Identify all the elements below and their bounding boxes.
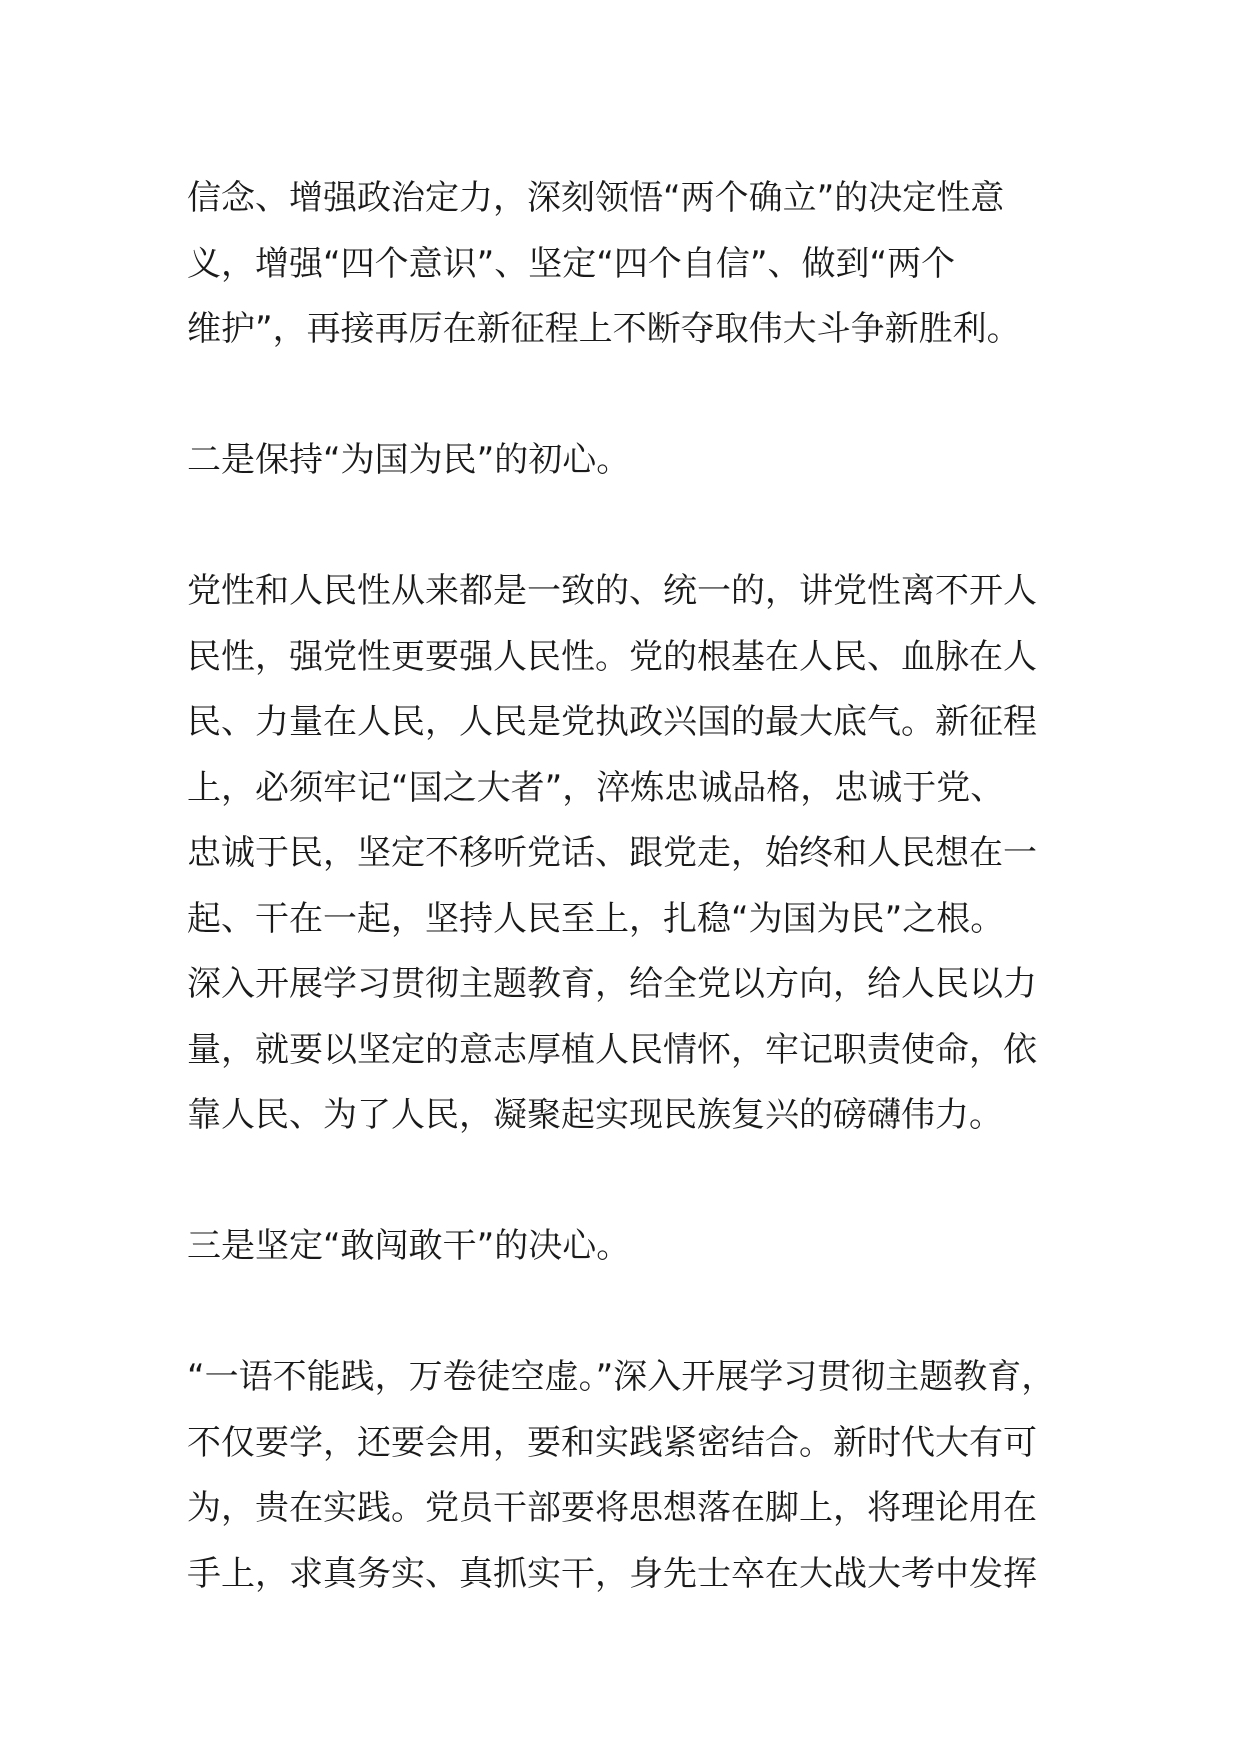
text-line: 不仅要学，还要会用，要和实践紧密结合。新时代大有可 xyxy=(187,1422,1037,1463)
text-line: 三是坚定“敢闯敢干”的决心。 xyxy=(187,1226,631,1266)
text-line: 忠诚于民，坚定不移听党话、跟党走，始终和人民想在一 xyxy=(187,833,1037,873)
text-line: 民性，强党性更要强人民性。党的根基在人民、血脉在人 xyxy=(187,636,1037,677)
text-line: 二是保持“为国为民”的初心。 xyxy=(187,440,631,480)
text-line: 为，贵在实践。党员干部要将思想落在脚上，将理论用在 xyxy=(187,1488,1037,1528)
text-line: 党性和人民性从来都是一致的、统一的，讲党性离不开人 xyxy=(187,571,1037,611)
text-line: 义，增强“四个意识”、坚定“四个自信”、做到“两个 xyxy=(187,243,956,284)
paragraph-practice xyxy=(187,1345,1087,1607)
text-line: “一语不能践，万卷徒空虚。”深入开展学习贯彻主题教育， xyxy=(187,1357,1056,1397)
text-line: 民、力量在人民，人民是党执政兴国的最大底气。新征程 xyxy=(187,702,1037,742)
text-line: 靠人民、为了人民，凝聚起实现民族复兴的磅礴伟力。 xyxy=(187,1095,1003,1135)
paragraph-continuation xyxy=(187,166,1087,363)
paragraph-people xyxy=(187,559,1087,1149)
body-text xyxy=(187,166,1087,1607)
text-line: 手上，求真务实、真抓实干，身先士卒在大战大考中发挥 xyxy=(187,1553,1037,1594)
text-line: 量，就要以坚定的意志厚植人民情怀，牢记职责使命，依 xyxy=(187,1029,1037,1070)
text-line: 维护”，再接再厉在新征程上不断夺取伟大斗争新胜利。 xyxy=(187,309,1021,349)
text-line: 起、干在一起，坚持人民至上，扎稳“为国为民”之根。 xyxy=(187,898,1005,939)
text-line: 深入开展学习贯彻主题教育，给全党以方向，给人民以力 xyxy=(187,964,1037,1004)
section-heading-3 xyxy=(187,1214,1087,1280)
section-heading-2 xyxy=(187,428,1087,494)
text-line: 上，必须牢记“国之大者”，淬炼忠诚品格，忠诚于党、 xyxy=(187,767,1005,808)
text-line: 信念、增强政治定力，深刻领悟“两个确立”的决定性意 xyxy=(187,178,1005,218)
